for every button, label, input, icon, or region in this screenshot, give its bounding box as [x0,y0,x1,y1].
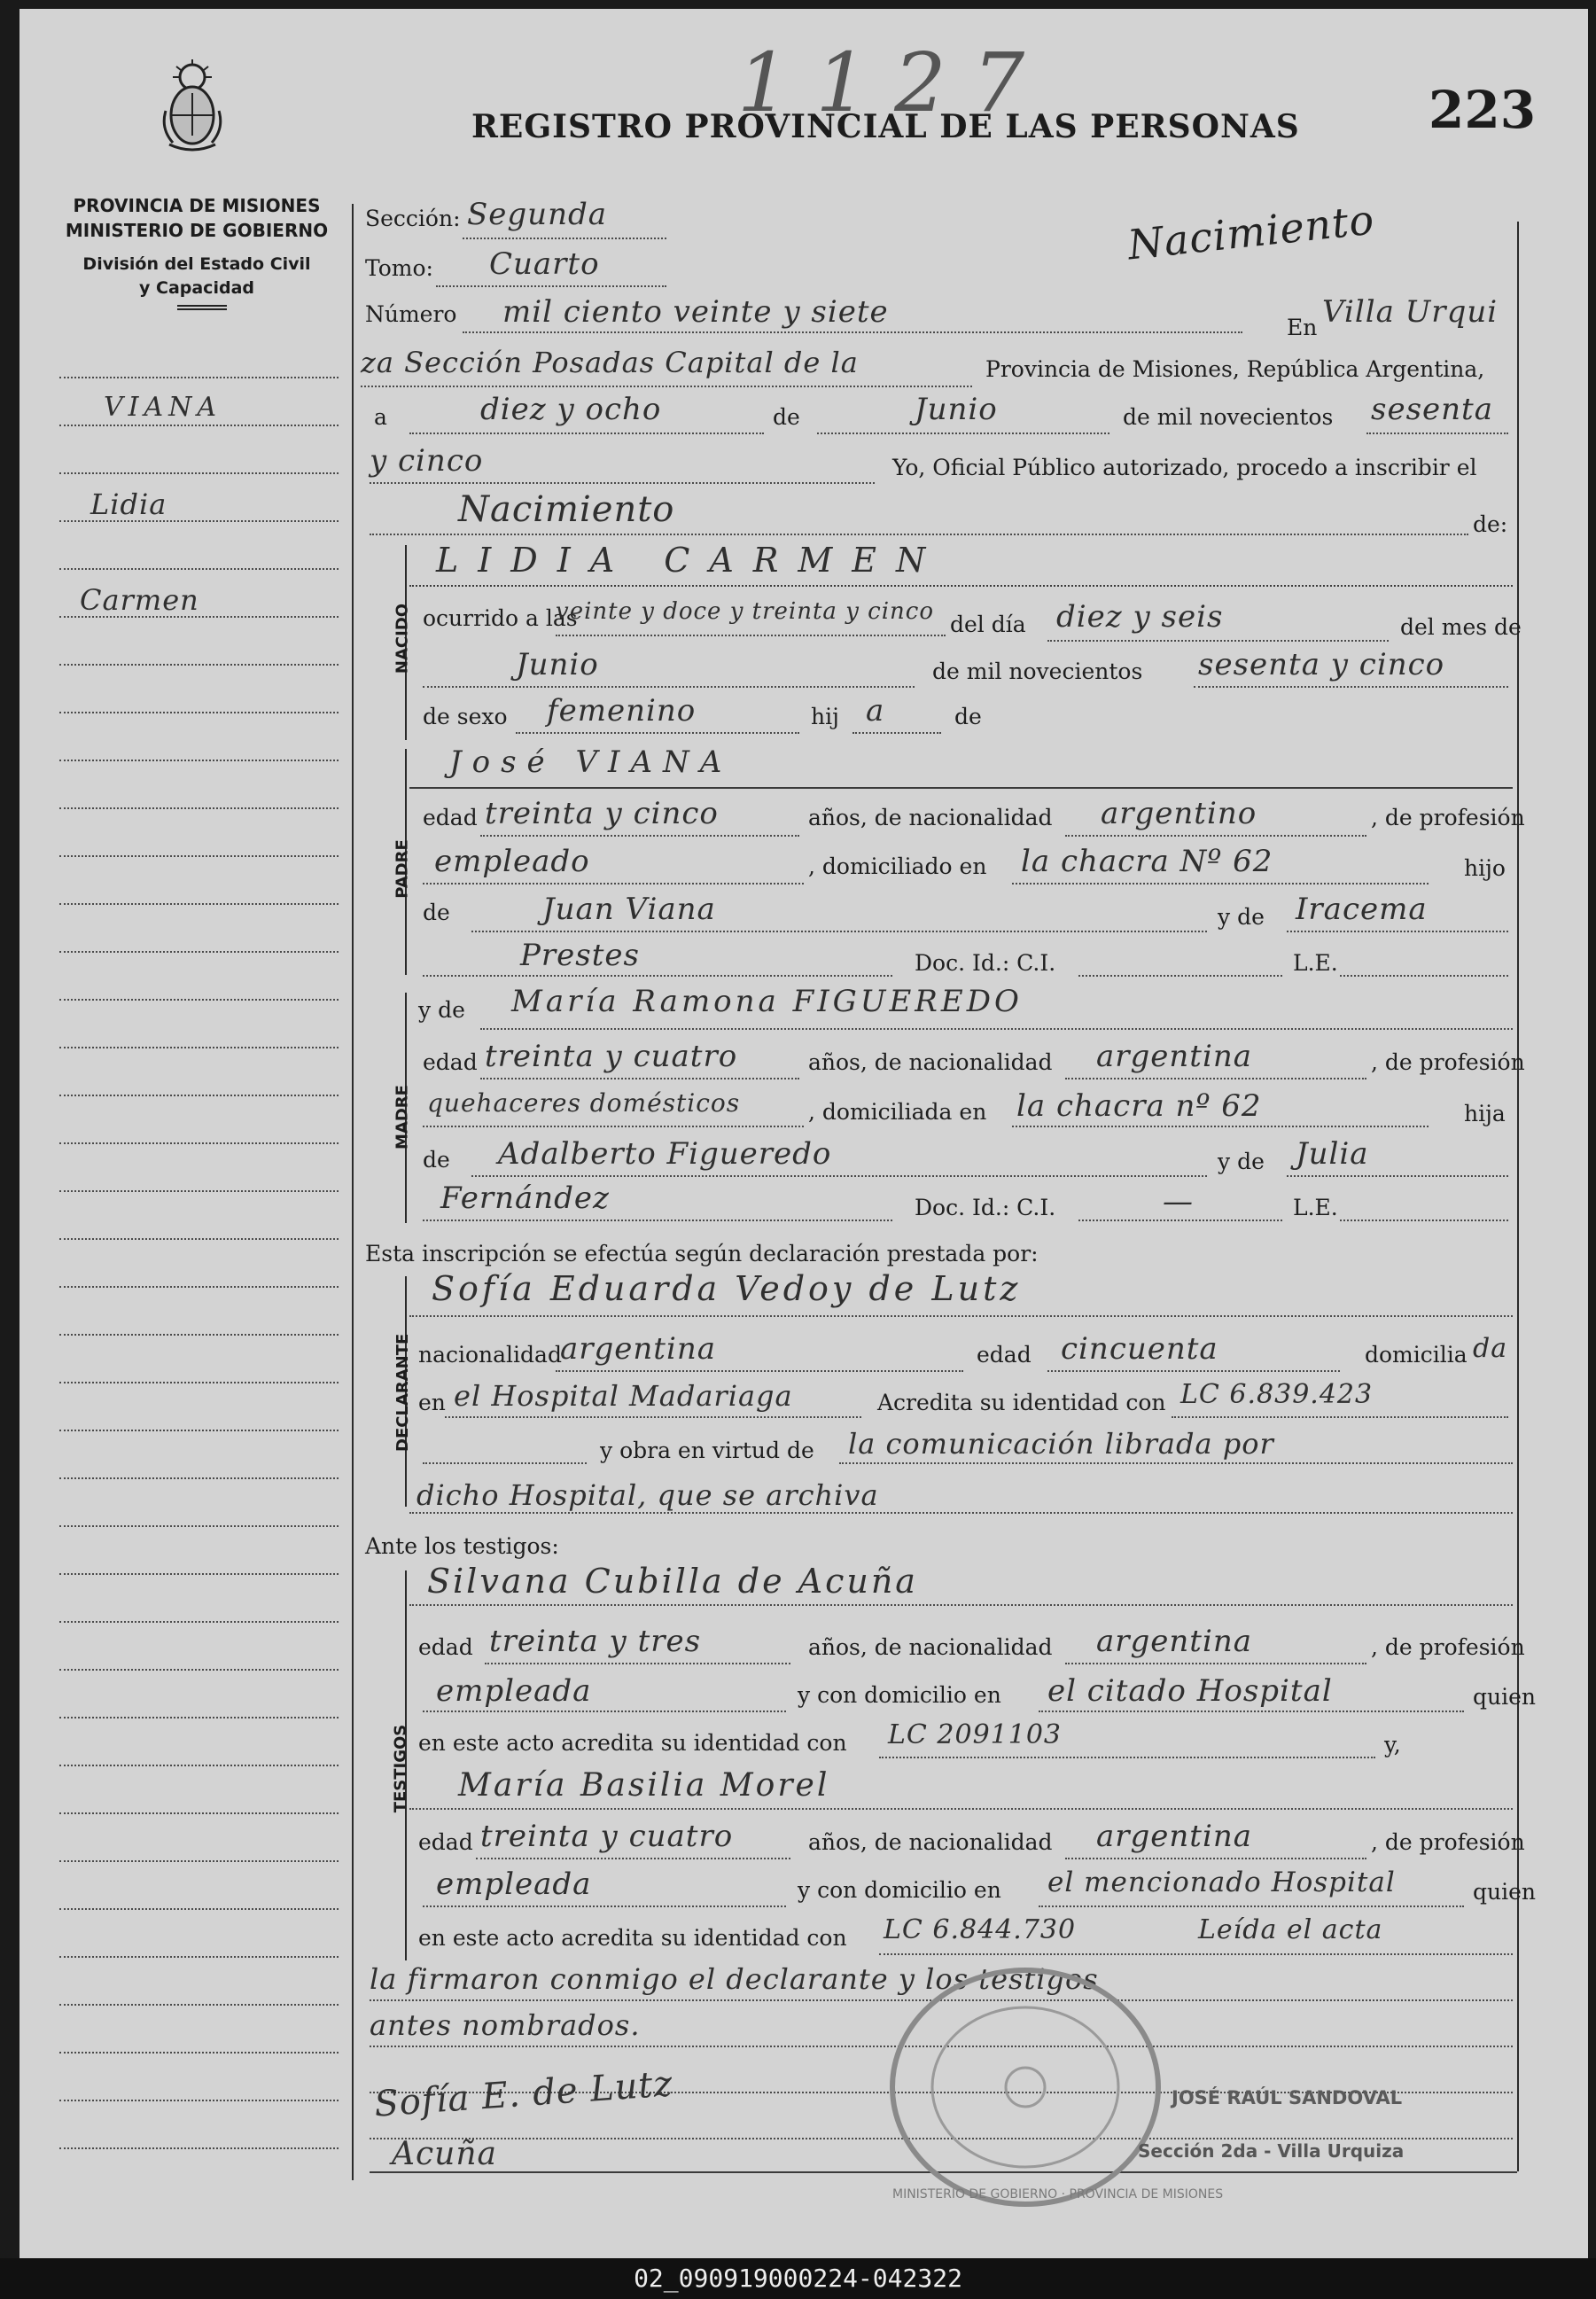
nacido-anio-value: sesenta y cinco [1198,647,1445,682]
t1-acredita-label: en este acto acredita su identidad con [418,1730,847,1756]
margin-rule [59,712,339,713]
t1-anios-label: años, de nacionalidad [808,1634,1053,1660]
declarante-section-label: DECLARANTE [393,1333,412,1452]
margin-rule [59,999,339,1001]
en-label: En [1287,315,1318,340]
province-label: PROVINCIA DE MISIONES [73,195,321,216]
divider [177,308,227,310]
seccion-label: Sección: [365,206,461,231]
padre-madre-de: Iracema [1296,892,1428,927]
madre-padre-de: Adalberto Figueredo [498,1136,832,1172]
margin-note-surname: VIANA [104,392,222,423]
nacido-dia-value: diez y seis [1056,599,1224,635]
dotline [409,1512,1513,1514]
declarante-domicilia-label: domicilia [1365,1342,1468,1368]
madre-profesion-label: , de profesión [1371,1049,1525,1075]
dotline [1340,975,1508,977]
madre-madre-de2: Fernández [440,1181,610,1216]
testigo1-edad: treinta y tres [489,1624,702,1659]
t2-edad-label: edad [418,1829,473,1855]
t1-quien-label: quien [1473,1684,1536,1710]
signature-declarante: Sofía E. de Lutz [372,2063,674,2125]
margin-rule [59,855,339,857]
tomo-value: Cuarto [489,246,600,282]
padre-section-label: PADRE [393,839,412,899]
dotline [1194,686,1508,688]
testigos-intro: Ante los testigos: [365,1533,559,1559]
margin-rule [59,1812,339,1814]
dotline [1065,1663,1366,1664]
declarante-obra: la comunicación librada por [848,1427,1274,1461]
margin-rule [59,807,339,809]
dotline [1012,1126,1429,1127]
margin-note-middle-name: Carmen [80,583,199,617]
declarante-nacionalidad-label: nacionalidad [418,1342,562,1368]
margin-rule [59,1190,339,1192]
del-mes-label: del mes de [1400,614,1522,640]
margin-rule [59,2004,339,2006]
dotline [423,883,804,885]
dotline [852,732,941,734]
dotline [423,1905,786,1907]
padre-domicilio: la chacra Nº 62 [1021,844,1273,879]
margin-rule [59,2147,339,2149]
capacity-label: y Capacidad [139,278,254,298]
t2-acredita-label: en este acto acredita su identidad con [418,1925,847,1951]
madre-hija-label: hija [1464,1101,1506,1126]
dotline [1172,1416,1508,1418]
madre-de-label: de [423,1147,450,1173]
official-section-stamp: Sección 2da - Villa Urquiza [1138,2140,1405,2162]
dotline [370,482,875,484]
margin-rule [59,664,339,666]
nacido-mes-value: Junio [516,647,599,682]
padre-madre-de2: Prestes [520,938,640,973]
cierre-3: antes nombrados. [370,2008,641,2042]
cierre-2: la firmaron conmigo el declarante y los testigos [370,1962,1099,1996]
dotline [1047,640,1389,642]
ocurrido-label: ocurrido a las [423,605,578,631]
dotline [370,534,1468,535]
t1-y-label: y, [1384,1732,1401,1757]
madre-nacionalidad: argentina [1096,1039,1253,1074]
padre-edad: treinta y cinco [485,796,719,831]
t2-domicilio-label: y con domicilio en [798,1877,1001,1903]
lugar-value: za Sección Posadas Capital de la [361,346,859,379]
padre-edad-label: edad [423,805,478,830]
madre-y-de-label: y de [418,997,465,1023]
t2-anios-label: años, de nacionalidad [808,1829,1053,1855]
tomo-label: Tomo: [365,255,433,281]
dotline [361,386,972,387]
dotline [423,686,915,688]
dia-value: diez y ocho [480,392,662,427]
dotline [423,1126,804,1127]
register-page [19,9,1588,2258]
anio-value: sesenta [1371,392,1493,427]
sexo-value: femenino [547,693,697,729]
dotline [839,1462,1513,1464]
madre-domicilio-label: , domiciliada en [808,1099,987,1125]
declarante-edad-label: edad [977,1342,1032,1368]
dotline [556,635,946,636]
margin-rule [59,760,339,761]
madre-madre-de: Julia [1296,1136,1369,1172]
anio2-value: y cinco [370,443,484,479]
padre-le-label: L.E. [1293,950,1338,976]
dotline [409,433,764,434]
folio-number: 223 [1429,80,1537,140]
de-mil-label: de mil novecientos [1123,404,1334,430]
declarante-domicilio: el Hospital Madariaga [454,1379,793,1413]
seal-text: MINISTERIO DE GOBIERNO · PROVINCIA DE MISIONES [892,2187,1224,2202]
declarante-acredita-label: Acredita su identidad con [877,1390,1166,1415]
testigo1-documento: LC 2091103 [888,1719,1063,1750]
margin-rule [59,1477,339,1479]
margin-rule [59,1621,339,1623]
t1-domicilio-label: y con domicilio en [798,1682,1001,1708]
testigos-section-label: TESTIGOS [391,1724,410,1813]
margin-rule [59,425,339,426]
hora-value: veinte y doce y treinta y cinco [556,598,934,625]
dotline [1078,975,1282,977]
dotline [480,1078,799,1079]
dotline [471,1175,1207,1177]
margin-rule [59,1286,339,1288]
madre-y-de2-label: y de [1218,1149,1265,1174]
madre-le-label: L.E. [1293,1195,1338,1220]
dotline [1366,433,1508,434]
testigo1-nacionalidad: argentina [1096,1624,1253,1659]
padre-anios-label: años, de nacionalidad [808,805,1053,830]
declarante-en-label: en [418,1390,446,1415]
nacido-section-label: NACIDO [393,603,412,674]
provincia-label: Provincia de Misiones, República Argentina, [985,356,1485,382]
margin-rule [59,472,339,474]
del-dia-label: del día [950,612,1026,637]
madre-profesion: quehaceres domésticos [427,1088,741,1118]
divider [177,305,227,307]
declarante-edad: cincuenta [1061,1331,1218,1367]
madre-doc-value: — [1163,1184,1194,1220]
padre-nacionalidad: argentino [1101,796,1257,831]
padre-de-label: de [423,900,450,925]
dotline [1287,1175,1508,1177]
sexo-label: de sexo [423,704,508,729]
dotline [423,975,892,977]
margin-rule [59,1860,339,1862]
dotline [409,1808,1513,1810]
padre-y-de-label: y de [1218,904,1265,930]
official-seal-icon [879,1954,1180,2211]
dotline [879,1757,1375,1758]
declarante-obra-label: y obra en virtud de [600,1438,814,1463]
dotline [423,1462,587,1464]
testigo2-documento: LC 6.844.730 [884,1914,1077,1945]
dotline [1039,1905,1464,1907]
padre-nombre: José VIANA [449,744,733,780]
registered-stamp: Nacimiento [1125,195,1377,269]
margin-rule [59,1382,339,1383]
folio-handwritten: 1127 [737,35,1052,130]
dotline [1047,1370,1340,1372]
dotline [423,1711,786,1712]
t2-quien-label: quien [1473,1879,1536,1905]
madre-section-label: MADRE [393,1085,412,1150]
margin-rule [59,1669,339,1671]
testigo2-nombre: María Basilia Morel [458,1767,830,1804]
dotline [1078,1220,1282,1221]
dotline [516,732,799,734]
margin-rule [59,1334,339,1336]
padre-hijo-label: hijo [1464,855,1506,881]
madre-edad: treinta y cuatro [485,1039,738,1074]
padre-profesion-label: , de profesión [1371,805,1525,830]
margin-rule [59,2052,339,2054]
madre-edad-label: edad [423,1049,478,1075]
oficial-label: Yo, Oficial Público autorizado, procedo a inscribir el [892,455,1477,480]
hij-value: a [866,693,885,729]
madre-nombre: María Ramona FIGUEREDO [511,984,1023,1019]
dotline [1065,1858,1366,1859]
dotline [436,285,666,287]
dotline [463,238,666,239]
seccion-value: Segunda [467,197,608,232]
margin-note-first-name: Lidia [90,487,167,521]
rule [409,787,1513,789]
dotline [476,1858,790,1859]
dotline [409,1604,1513,1606]
t1-profesion-label: , de profesión [1371,1634,1525,1660]
dotline [471,931,1207,932]
margin-rule [59,2100,339,2101]
padre-profesion: empleado [434,844,590,879]
testigo1-nombre: Silvana Cubilla de Acuña [427,1562,918,1601]
declarante-intro: Esta inscripción se efectúa según declaración prestada por: [365,1241,1039,1266]
margin-rule [59,1573,339,1575]
official-name-stamp: JOSÉ RAÚL SANDOVAL [1172,2087,1403,2108]
dotline [409,1315,1513,1317]
testigo2-domicilio: el mencionado Hospital [1047,1866,1396,1898]
margin-rule [59,1525,339,1527]
testigo1-domicilio: el citado Hospital [1047,1673,1333,1709]
en-value: Villa Urqui [1322,294,1499,330]
testigo2-edad: treinta y cuatro [480,1819,734,1854]
t2-profesion-label: , de profesión [1371,1829,1525,1855]
declarante-nombre: Sofía Eduarda Vedoy de Lutz [432,1269,1022,1308]
acto-value: Nacimiento [458,489,675,530]
testigo2-nacionalidad: argentina [1096,1819,1253,1854]
dotline [1287,931,1508,932]
testigo1-profesion: empleada [436,1673,592,1709]
signature-testigo: Acuña [392,2136,497,2172]
hij-label: hij [811,704,839,729]
dotline [423,1220,892,1221]
coat-of-arms-icon [157,58,228,155]
margin-rule [59,1908,339,1910]
margin-rule [59,1142,339,1144]
margin-rule [59,1765,339,1766]
division-label: División del Estado Civil [82,254,311,274]
de-label: de [773,404,800,430]
mes-value: Junio [915,392,998,427]
margin-rule [59,377,339,378]
ministry-label: MINISTERIO DE GOBIERNO [65,220,329,241]
dotline [480,1028,1513,1030]
numero-label: Número [365,301,457,327]
madre-domicilio: la chacra nº 62 [1016,1088,1262,1124]
margin-rule [59,1956,339,1958]
dotline [445,1416,861,1418]
declarante-domicilia-suffix: da [1473,1333,1508,1364]
dotline [1065,835,1366,837]
dotline [480,835,799,837]
numero-value: mil ciento veinte y siete [502,294,889,330]
de-colon-label: de: [1473,511,1508,537]
dotline [1065,1078,1366,1079]
dotline [1039,1711,1464,1712]
dotline [556,1370,963,1372]
margin-rule [59,1095,339,1096]
padre-doc-label: Doc. Id.: C.I. [915,950,1056,976]
dotline [1340,1220,1508,1221]
dotline [409,585,1513,587]
margin-rule [59,568,339,570]
image-caption: 02_090919000224-042322 [0,2258,1596,2299]
margin-rule [59,951,339,953]
madre-anios-label: años, de nacionalidad [808,1049,1053,1075]
declarante-obra2: dicho Hospital, que se archiva [417,1478,879,1512]
padre-domicilio-label: , domiciliado en [808,853,987,879]
madre-doc-label: Doc. Id.: C.I. [915,1195,1056,1220]
dotline [485,1663,790,1664]
a-label: a [374,404,387,430]
margin-rule [59,903,339,905]
dotline [463,331,1242,333]
testigo2-profesion: empleada [436,1866,592,1902]
cierre-1: Leída el acta [1198,1914,1383,1945]
dotline [817,433,1109,434]
margin-divider [352,204,354,2180]
margin-rule [59,1717,339,1718]
nacido-de-label: de [954,704,982,729]
t1-edad-label: edad [418,1634,473,1660]
nacido-nombre: LIDIA CARMEN [436,541,946,580]
margin-rule [59,1047,339,1048]
de-mil-label-2: de mil novecientos [932,659,1143,684]
document-title: REGISTRO PROVINCIAL DE LAS PERSONAS [471,108,1300,145]
dotline [1012,883,1429,885]
declarante-documento: LC 6.839.423 [1180,1379,1374,1410]
margin-rule [59,1430,339,1431]
declarante-nacionalidad: argentina [560,1331,717,1367]
margin-rule [59,1238,339,1240]
padre-padre-de: Juan Viana [542,892,716,927]
